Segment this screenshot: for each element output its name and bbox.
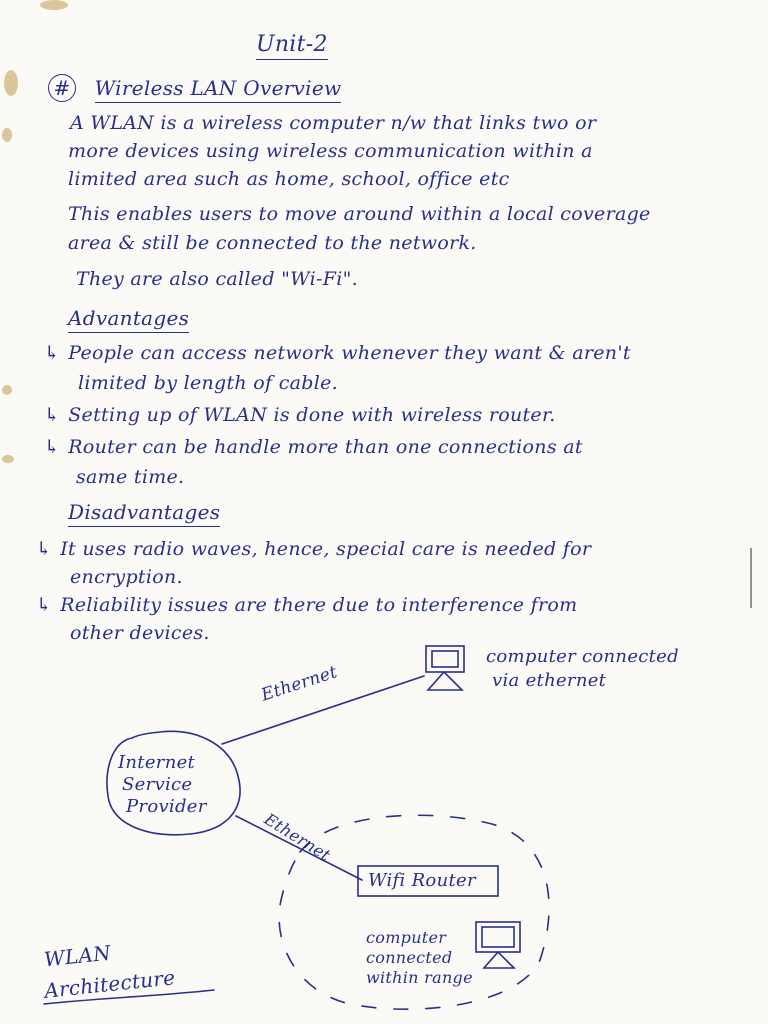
intro-line: A WLAN is a wireless computer n/w that links two or (70, 112, 597, 134)
caption-line: Architecture (43, 965, 177, 1003)
isp-label-line: Provider (126, 796, 207, 817)
computer-bottom-label: connected (366, 948, 453, 967)
advantage-continuation: same time. (76, 466, 185, 488)
advantage-continuation: limited by length of cable. (78, 372, 338, 394)
disadvantage-continuation: encryption. (70, 566, 183, 588)
intro-line: This enables users to move around within a local coverage (68, 203, 651, 225)
computer-top-label: computer connected (486, 646, 679, 667)
bullet-arrow-icon: ↳ (44, 436, 61, 458)
intro-line: area & still be connected to the network. (68, 232, 477, 254)
unit-title: Unit-2 (256, 32, 328, 60)
bullet-arrow-icon: ↳ (44, 404, 61, 426)
advantage-text: People can access network whenever they want & aren't (68, 342, 631, 364)
bullet-arrow-icon: ↳ (44, 342, 61, 364)
disadvantage-text: It uses radio waves, hence, special care is needed for (60, 538, 592, 560)
bullet-arrow-icon: ↳ (36, 538, 53, 560)
intro-line: They are also called "Wi-Fi". (76, 268, 358, 290)
computer-bottom-stand (484, 952, 514, 968)
disadvantages-heading: Disadvantages (68, 500, 220, 527)
computer-top-stand (428, 672, 462, 690)
advantage-text: Setting up of WLAN is done with wireless router. (68, 404, 556, 426)
ethernet-label-bottom: Ethernet (260, 809, 334, 865)
computer-top-label: via ethernet (492, 670, 607, 691)
caption-line: WLAN (42, 940, 113, 972)
intro-line: more devices using wireless communication within a (68, 140, 593, 162)
disadvantage-continuation: other devices. (70, 622, 210, 644)
bullet-arrow-icon: ↳ (36, 594, 53, 616)
advantage-text: Router can be handle more than one connections at (68, 436, 583, 458)
section-marker: # (48, 74, 76, 102)
section-heading: Wireless LAN Overview (95, 76, 342, 103)
router-label: Wifi Router (368, 870, 476, 891)
isp-label-line: Internet (118, 752, 196, 773)
disadvantage-text: Reliability issues are there due to interference from (60, 594, 578, 616)
advantages-heading: Advantages (68, 306, 189, 333)
ethernet-label-top: Ethernet (258, 662, 340, 706)
isp-label-line: Service (122, 774, 193, 795)
intro-line: limited area such as home, school, office etc (68, 168, 510, 190)
computer-bottom-label: within range (366, 968, 473, 987)
computer-bottom-label: computer (366, 928, 447, 947)
